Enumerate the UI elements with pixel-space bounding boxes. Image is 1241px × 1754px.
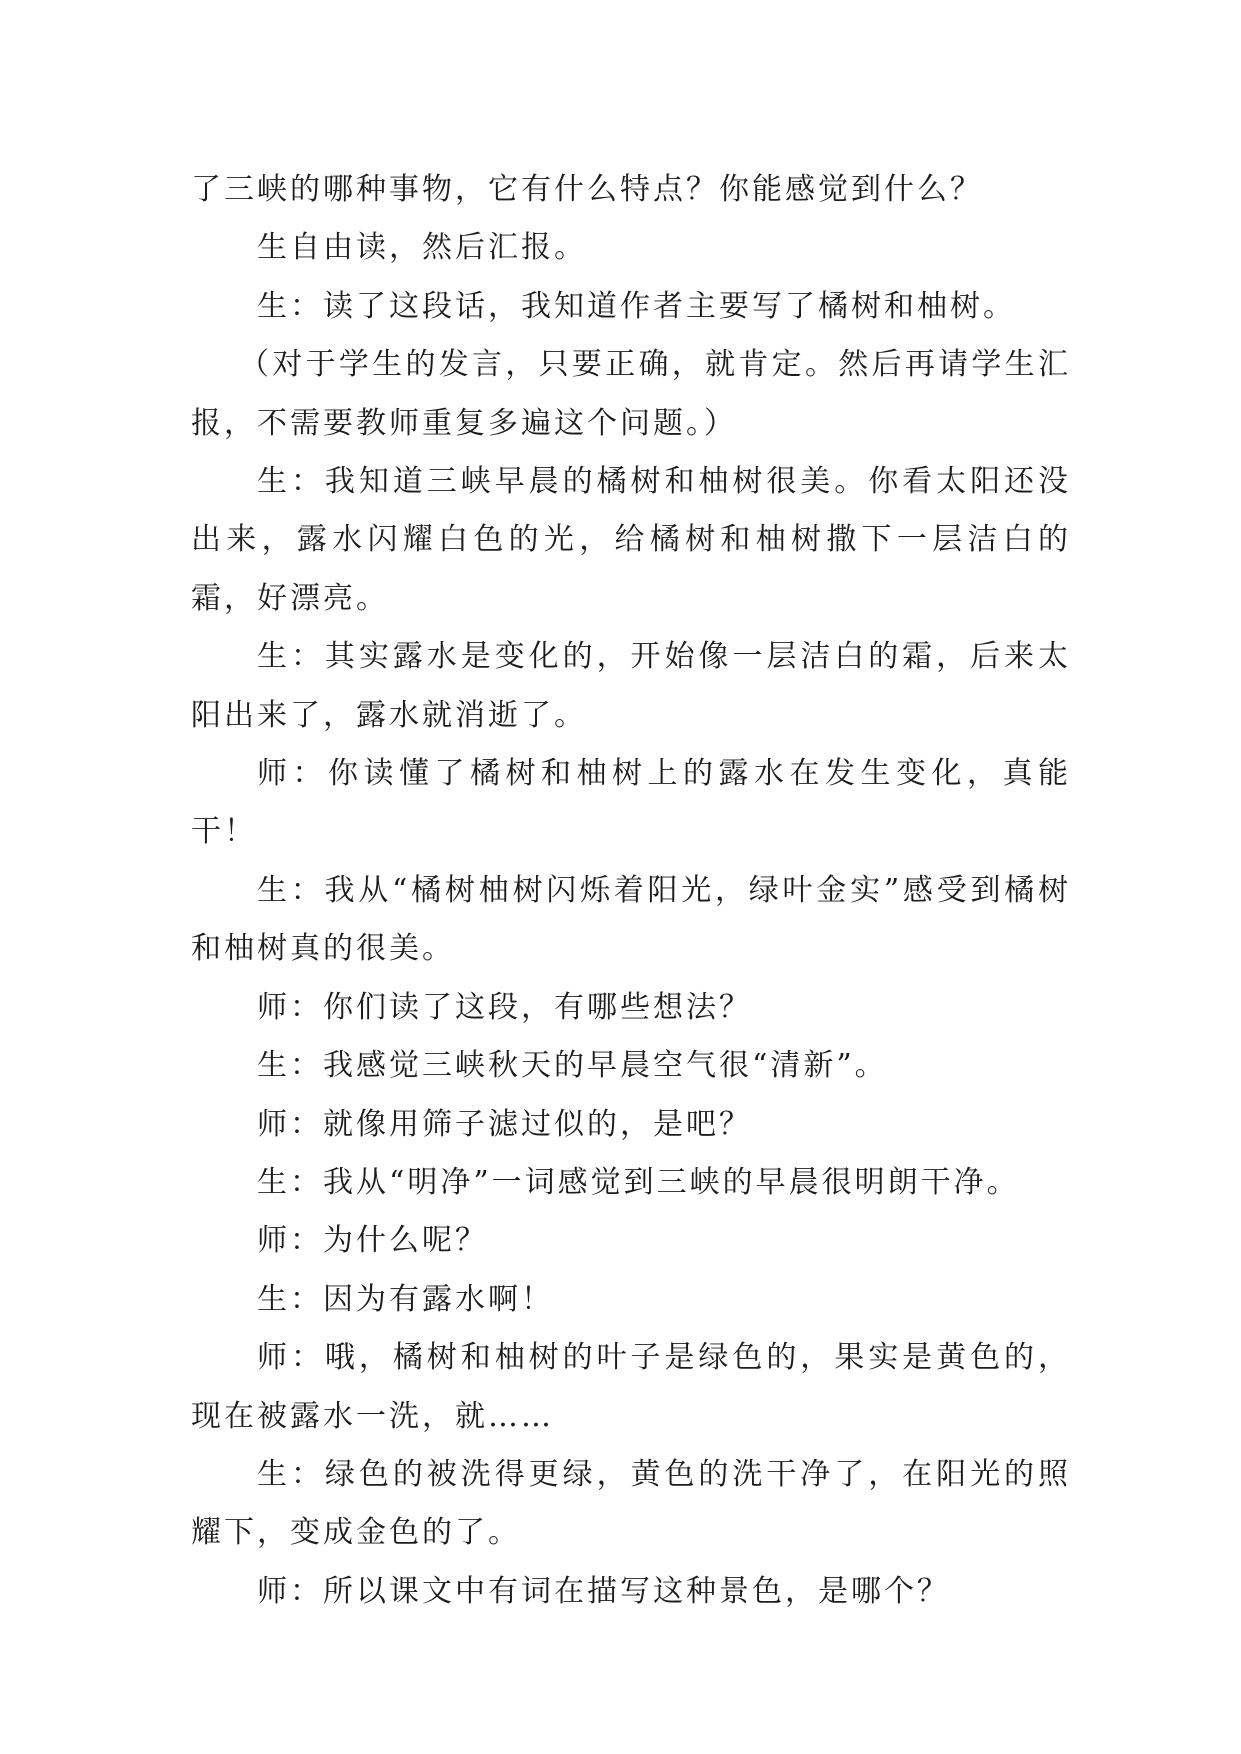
paragraph-teacher-remark: 师：就像用筛子滤过似的，是吧？	[257, 1106, 752, 1142]
paragraph-student-answer: 生：我从“明净”一词感觉到三峡的早晨很明朗干净。	[257, 1164, 1020, 1200]
paragraph-teacher-remark: 师：哦，橘树和柚树的叶子是绿色的，果实是黄色的，现在被露水一洗，就……	[191, 1340, 1071, 1434]
paragraph-teacher-remark: 师：你读懂了橘树和柚树上的露水在发生变化，真能干！	[191, 756, 1071, 850]
paragraph-student-answer: 生：我感觉三峡秋天的早晨空气很“清新”。	[257, 1048, 888, 1084]
document-body	[191, 161, 1071, 1621]
paragraph-student-answer: 生：读了这段话，我知道作者主要写了橘树和柚树。	[257, 288, 1016, 324]
paragraph-continuation: 了三峡的哪种事物，它有什么特点？你能感觉到什么？	[191, 172, 983, 207]
paragraph-student-answer: 生：其实露水是变化的，开始像一层洁白的霜，后来太阳出来了，露水就消逝了。	[191, 639, 1071, 733]
paragraph-student-reading: 生自由读，然后汇报。	[257, 230, 587, 266]
paragraph-student-answer: 生：绿色的被洗得更绿，黄色的洗干净了，在阳光的照耀下，变成金色的了。	[191, 1456, 1071, 1551]
paragraph-teacher-remark: 师：为什么呢？	[257, 1223, 488, 1259]
paragraph-student-answer: 生：我从“橘树柚树闪烁着阳光，绿叶金实”感受到橘树和柚树真的很美。	[191, 872, 1071, 967]
paragraph-teacher-note: （对于学生的发言，只要正确，就肯定。然后再请学生汇报，不需要教师重复多遍这个问题。）	[191, 347, 1071, 441]
paragraph-teacher-remark: 师：你们读了这段，有哪些想法？	[257, 989, 752, 1025]
paragraph-student-answer: 生：因为有露水啊！	[257, 1281, 554, 1317]
paragraph-teacher-remark: 师：所以课文中有词在描写这种景色，是哪个？	[257, 1573, 950, 1609]
paragraph-student-answer: 生：我知道三峡早晨的橘树和柚树很美。你看太阳还没出来，露水闪耀白色的光，给橘树和柚树撒下一层洁白的霜，好漂亮。	[191, 464, 1071, 616]
